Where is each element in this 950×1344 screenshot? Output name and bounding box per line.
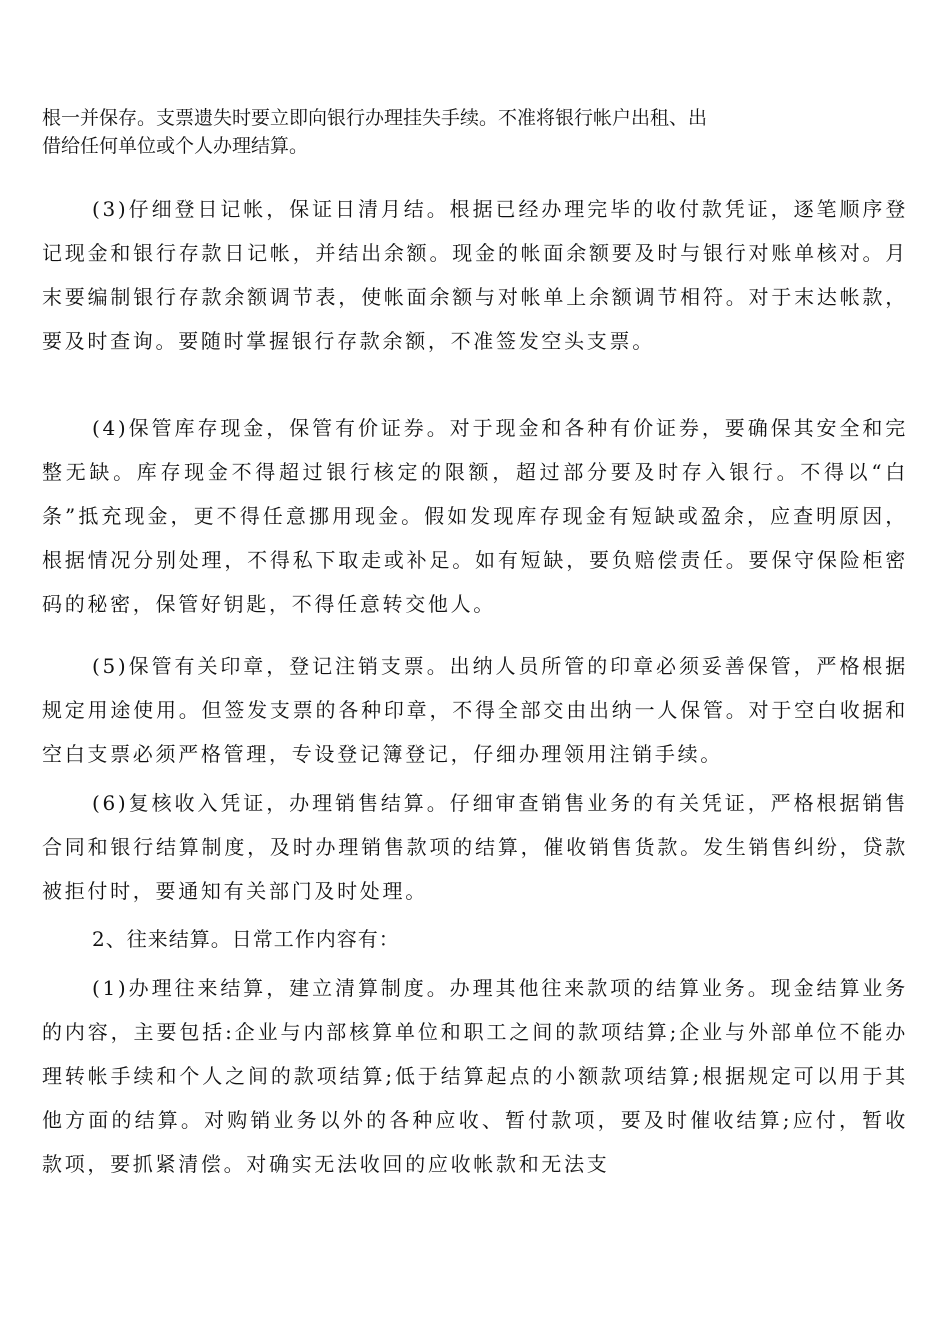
text-line: 根一并保存。支票遗失时要立即向银行办理挂失手续。不准将银行帐户出租、出 (42, 107, 708, 129)
continuation-text (42, 104, 908, 160)
paragraph-item-3: (3)仔细登日记帐，保证日清月结。根据已经办理完毕的收付款凭证，逐笔顺序登记现金和银行存款日记帐，并结出余额。现金的帐面余额要及时与银行对账单核对。月末要编制银行存款余额调节表，使帐面余额与对帐单上余额调节相符。对于末达帐款，要及时查询。要随时掌握银行存款余额，不准签发空头支票。 (42, 197, 908, 353)
paragraph-item-1: (1)办理往来结算，建立清算制度。办理其他往来款项的结算业务。现金结算业务的内容，主要包括:企业与内部核算单位和职工之间的款项结算;企业与外部单位不能办理转帐手续和个人之间的款项结算;低于结算起点的小额款项结算;根据规定可以用于其他方面的结算。对购销业务以外的各种应收、暂付款项，要及时催收结算;应付，暂收款项，要抓紧清偿。对确实无法收回的应收帐款和无法支 (42, 976, 908, 1176)
paragraph-item-5: (5)保管有关印章，登记注销支票。出纳人员所管的印章必须妥善保管，严格根据规定用途使用。但签发支票的各种印章，不得全部交由出纳一人保管。对于空白收据和空白支票必须严格管理，专设登记簿登记，仔细办理领用注销手续。 (42, 654, 908, 766)
paragraph-item-6: (6)复核收入凭证，办理销售结算。仔细审查销售业务的有关凭证，严格根据销售合同和银行结算制度，及时办理销售款项的结算，催收销售货款。发生销售纠纷，贷款被拒付时，要通知有关部门及时处理。 (42, 791, 908, 903)
section-heading: 2、往来结算。日常工作内容有： (92, 927, 400, 951)
paragraph-item-4: (4)保管库存现金，保管有价证券。对于现金和各种有价证券，要确保其安全和完整无缺。库存现金不得超过银行核定的限额，超过部分要及时存入银行。不得以“白条”抵充现金，更不得任意挪用现金。假如发现库存现金有短缺或盈余，应查明原因，根据情况分别处理，不得私下取走或补足。如有短缺，要负赔偿责任。要保守保险柜密码的秘密，保管好钥匙，不得任意转交他人。 (42, 416, 908, 616)
text-line: 借给任何单位或个人办理结算。 (42, 135, 309, 157)
